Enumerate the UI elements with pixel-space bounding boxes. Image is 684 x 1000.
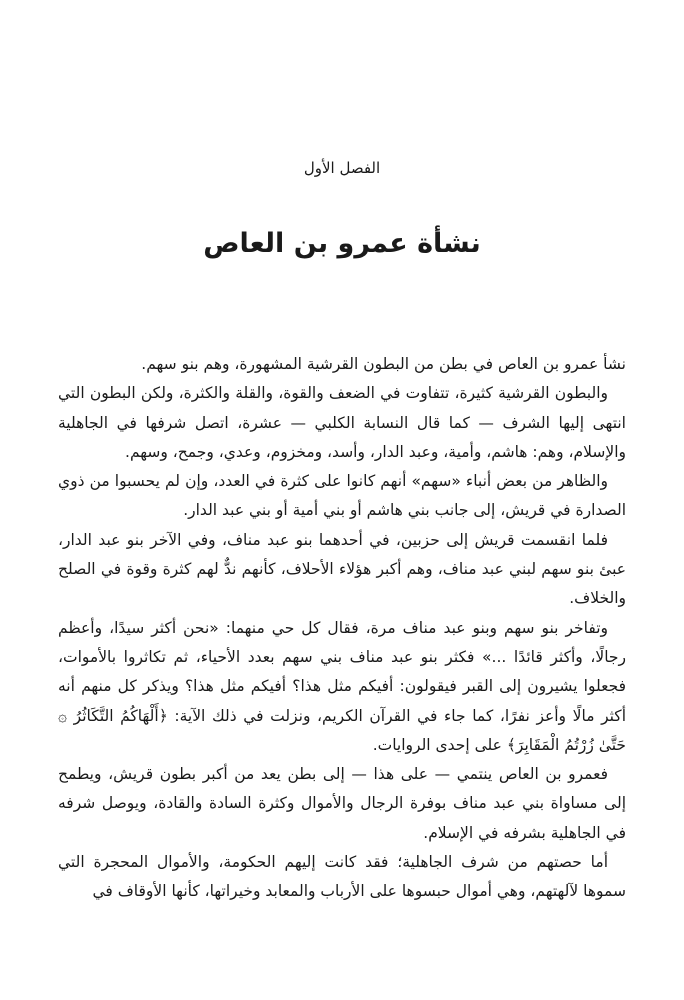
paragraph: فلما انقسمت قريش إلى حزبين، في أحدهما بنو عبد مناف، وفي الآخر بنو عبد الدار، عبئ بنو سهم لبني عبد مناف، وهم أكبر هؤلاء الأحلاف، كأنهم ندٌّ لهم كثرة وقوة في الصلح والخلاف. xyxy=(58,530,626,608)
chapter-label: الفصل الأول xyxy=(303,159,381,177)
paragraph: والظاهر من بعض أنباء «سهم» أنهم كانوا على كثرة في العدد، وإن لم يحسبوا من ذوي الصدارة في قريش، إلى جانب بني هاشم أو بني أمية أو بني عبد الدار. xyxy=(58,472,626,520)
paragraph: والبطون القرشية كثيرة، تتفاوت في الضعف والقوة، والقلة والكثرة، ولكن البطون التي انتهى إليها الشرف — كما قال النسابة الكلبي — عشرة، اتصل شرفها في الجاهلية والإسلام، وهم: هاشم، وأمية، وعبد الدار، وأسد، ومخزوم، وعدي، وجمح، وسهم. xyxy=(58,384,626,461)
paragraph: أما حصتهم من شرف الجاهلية؛ فقد كانت إليهم الحكومة، والأموال المحجرة التي سموها لآلهتهم، وهي أموال حبسوها على الأرباب والمعابد وخيراتها، كأنها الأوقاف في xyxy=(58,853,626,901)
paragraph: نشأ عمرو بن العاص في بطن من البطون القرشية المشهورة، وهم بنو سهم. xyxy=(141,355,626,373)
paragraph: فعمرو بن العاص ينتمي — على هذا — إلى بطن يعد من أكبر بطون قريش، ويطمح إلى مساواة بني عبد مناف بوفرة الرجال والأموال وكثرة السادة والقادة، ويوصل شرفه في الجاهلية بشرفه في الإسلام. xyxy=(58,765,626,842)
body-text xyxy=(58,350,626,907)
paragraph: وتفاخر بنو سهم وبنو عبد مناف مرة، فقال كل حي منهما: «نحن أكثر سيدًا، وأعظم رجالًا، وأكثر قائدًا ...» فكثر بنو عبد مناف بني سهم بعدد الأحياء، ثم تكاثروا بالأموات، فجعلوا يشيرون إلى القبر فيقولون: أفيكم مثل هذا؟ أفيكم مثل هذا؟ ويذكر كل منهم أنه أكثر مالًا وأعز نفرًا، كما جاء في القرآن الكريم، ونزلت في ذلك الآية: ﴿أَلْهَاكُمُ التَّكَاثُرُ ۞ حَتَّىٰ زُرْتُمُ الْمَقَابِرَ﴾ على إحدى الروايات. xyxy=(58,618,626,754)
chapter-title: نشأة عمرو بن العاص xyxy=(203,228,481,259)
